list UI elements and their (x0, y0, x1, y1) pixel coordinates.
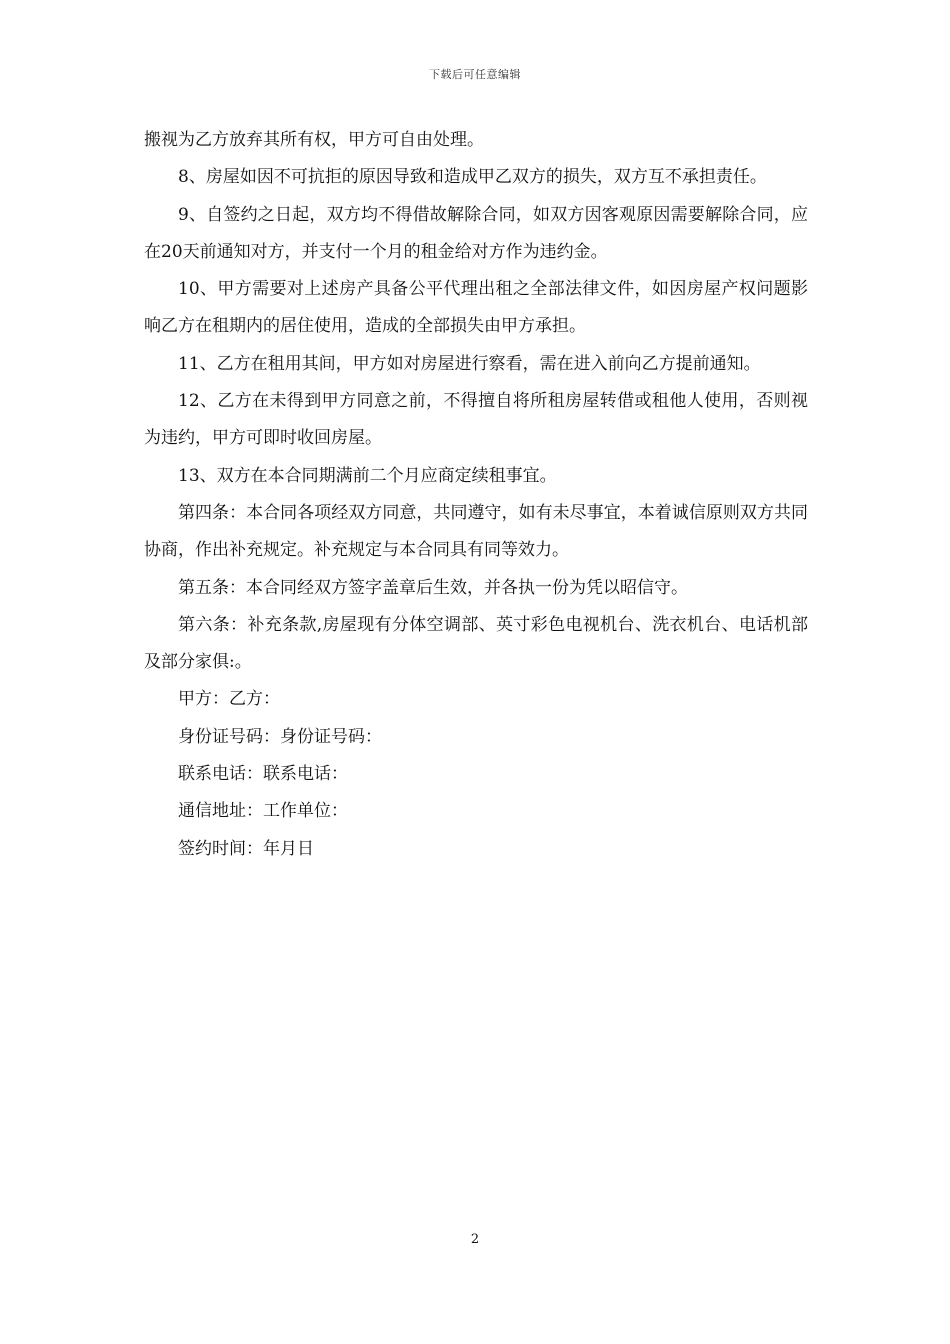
signature-id-line: 身份证号码：身份证号码： (178, 726, 382, 747)
paragraph-continuation: 搬视为乙方放弃其所有权，甲方可自由处理。 (144, 130, 484, 150)
signature-date-line: 签约时间：年月日 (178, 838, 314, 859)
paragraph-clause-8: 8、房屋如因不可抗拒的原因导致和造成甲乙双方的损失，双方互不承担责任。 (178, 167, 767, 188)
paragraph-article-6: 第六条：补充条款,房屋现有分体空调部、英寸彩色电视机台、洗衣机台、电话机部及部分家俱:。 (144, 614, 808, 673)
document-body (144, 122, 808, 868)
paragraph-clause-9: 9、自签约之日起，双方均不得借故解除合同，如双方因客观原因需要解除合同，应在20天前通知对方，并支付一个月的租金给对方作为违约金。 (144, 204, 808, 262)
paragraph-clause-10: 10、甲方需要对上述房产具备公平代理出租之全部法律文件，如因房屋产权问题影响乙方在租期内的居住使用，造成的全部损失由甲方承担。 (144, 279, 808, 337)
page-header: 下载后可任意编辑 (429, 68, 521, 81)
signature-address-line: 通信地址：工作单位： (178, 801, 348, 822)
paragraph-clause-11: 11、乙方在租用其间，甲方如对房屋进行察看，需在进入前向乙方提前通知。 (178, 353, 761, 374)
signature-phone-line: 联系电话：联系电话： (178, 764, 348, 785)
paragraph-article-4: 第四条：本合同各项经双方同意，共同遵守，如有未尽事宜，本着诚信原则双方共同协商，作出补充规定。补充规定与本合同具有同等效力。 (144, 502, 808, 561)
page-number: 2 (470, 1232, 480, 1247)
signature-parties-line: 甲方：乙方： (178, 689, 280, 710)
paragraph-article-5: 第五条：本合同经双方签字盖章后生效，并各执一份为凭以昭信守。 (178, 577, 688, 598)
paragraph-clause-13: 13、双方在本合同期满前二个月应商定续租事宜。 (178, 465, 557, 486)
paragraph-clause-12: 12、乙方在未得到甲方同意之前，不得擅自将所租房屋转借或租他人使用，否则视为违约，甲方可即时收回房屋。 (144, 391, 808, 449)
